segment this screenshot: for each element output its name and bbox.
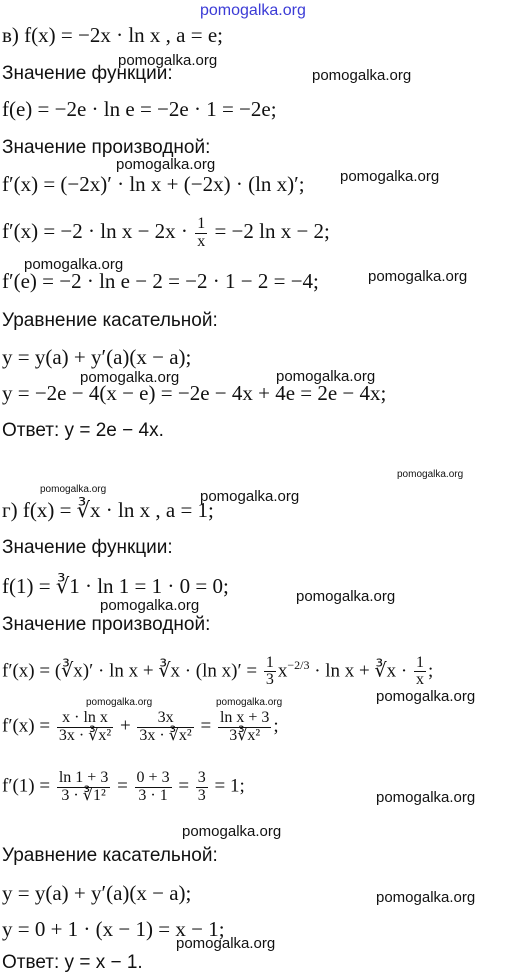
small-watermark: pomogalka.org <box>86 697 153 708</box>
fraction-2 <box>135 770 172 805</box>
fraction-2 <box>137 710 193 745</box>
answer-v: Ответ: y = 2e − 4x. <box>2 420 164 441</box>
watermark: pomogalka.org <box>116 156 216 173</box>
fraction-numerator: x · ln x <box>57 710 113 728</box>
derivative-1-v: f′(x) = (−2x)′ · ln x + (−2x) · (ln x)′; <box>2 172 305 196</box>
fraction-one-over-x <box>414 655 426 690</box>
tangent-label-v: Уравнение касательной: <box>2 310 218 331</box>
watermark: pomogalka.org <box>368 268 468 285</box>
tangent-2-v: y = −2e − 4(x − e) = −2e − 4x + 4e = 2e − 4x; <box>2 381 387 405</box>
fraction-numerator: 1 <box>197 215 206 232</box>
derivative-3-g <box>2 770 245 805</box>
watermark: pomogalka.org <box>376 688 476 705</box>
answer-g: Ответ: y = x − 1. <box>2 952 143 973</box>
fraction-numerator: 1 <box>265 653 274 671</box>
watermark: pomogalka.org <box>296 588 396 605</box>
fraction-denominator: 3 · 1 <box>138 786 168 804</box>
small-watermark: pomogalka.org <box>40 484 107 495</box>
task-g: г) f(x) = ∛x · ln x , a = 1; <box>2 498 214 522</box>
plus-sign: + <box>119 715 131 737</box>
fraction-denominator: 3 <box>197 786 206 804</box>
derivative-3-end: = 1; <box>214 775 245 797</box>
fraction-numerator: 3x <box>137 710 193 728</box>
fraction-denominator: x <box>415 671 424 689</box>
fraction-denominator: 3∛x² <box>229 726 261 744</box>
watermark: pomogalka.org <box>80 369 180 386</box>
equals-sign: = <box>117 775 128 797</box>
watermark: pomogalka.org <box>376 789 476 806</box>
watermark: pomogalka.org <box>340 168 440 185</box>
derivative-2-left: f′(x) = −2 · ln x − 2x · <box>2 219 188 244</box>
derivative-3-lhs: f′(1) = <box>2 775 51 797</box>
watermark: pomogalka.org <box>100 597 200 614</box>
derivative-2-v <box>2 216 330 251</box>
fraction-one-over-x <box>195 216 207 251</box>
power-base: x <box>277 660 288 682</box>
fraction-denominator: 3 · ∛1² <box>61 786 106 804</box>
watermark: pomogalka.org <box>200 488 300 505</box>
derivative-3-v: f′(e) = −2 · ln e − 2 = −2 · 1 − 2 = −4; <box>2 269 319 293</box>
derivative-2-right: = −2 ln x − 2; <box>214 219 330 244</box>
tangent-2-g: y = 0 + 1 · (x − 1) = x − 1; <box>2 917 225 941</box>
watermark: pomogalka.org <box>376 889 476 906</box>
derivative-label-g: Значение производной: <box>2 614 211 635</box>
fraction-1 <box>57 710 113 745</box>
value-expr-g: f(1) = ∛1 · ln 1 = 1 · 0 = 0; <box>2 574 229 598</box>
task-v: в) f(x) = −2x · ln x , a = e; <box>2 23 223 47</box>
watermark: pomogalka.org <box>176 935 276 952</box>
fraction-3 <box>218 710 271 745</box>
fraction-denominator: 3x · ∛x² <box>139 726 192 744</box>
derivative-1-mid: · ln x + ∛x · <box>314 660 408 682</box>
fraction-denominator: x <box>197 232 206 250</box>
tangent-1-v: y = y(a) + y′(a)(x − a); <box>2 345 192 369</box>
tangent-1-g: y = y(a) + y′(a)(x − a); <box>2 881 192 905</box>
watermark: pomogalka.org <box>276 368 376 385</box>
fraction-numerator: 3 <box>197 769 206 786</box>
derivative-label-v: Значение производной: <box>2 137 211 158</box>
fraction-numerator: ln 1 + 3 <box>58 769 109 786</box>
equals-sign: = <box>178 775 190 797</box>
derivative-2-lhs: f′(x) = <box>2 715 51 737</box>
fraction-denominator: 3 <box>265 671 274 689</box>
fraction-denominator: 3x · ∛x² <box>58 726 112 744</box>
header-watermark: pomogalka.org <box>200 2 306 19</box>
power-exponent: −2/3 <box>287 658 310 672</box>
value-label-g: Значение функции: <box>2 537 173 558</box>
value-expr-v: f(e) = −2e · ln e = −2e · 1 = −2e; <box>2 97 277 121</box>
small-watermark: pomogalka.org <box>216 697 283 708</box>
fraction-numerator: ln x + 3 <box>219 709 270 726</box>
derivative-1-g <box>2 652 433 689</box>
fraction-3 <box>196 770 208 805</box>
fraction-numerator: 0 + 3 <box>136 769 170 786</box>
watermark: pomogalka.org <box>312 67 412 84</box>
watermark: pomogalka.org <box>118 52 218 69</box>
value-label-v: Значение функции: <box>2 63 173 84</box>
small-watermark: pomogalka.org <box>397 469 464 480</box>
watermark: pomogalka.org <box>182 823 282 840</box>
equals-sign: = <box>200 715 212 737</box>
derivative-1-end: ; <box>427 660 434 682</box>
tangent-label-g: Уравнение касательной: <box>2 845 218 866</box>
fraction-one-third <box>264 655 276 690</box>
derivative-1-left: f′(x) = (∛x)′ · ln x + ∛x · (ln x)′ = <box>2 660 258 682</box>
watermark: pomogalka.org <box>24 256 124 273</box>
fraction-numerator: 1 <box>415 653 424 671</box>
fraction-1 <box>57 770 110 805</box>
derivative-2-end: ; <box>273 715 279 737</box>
derivative-2-g <box>2 710 279 745</box>
